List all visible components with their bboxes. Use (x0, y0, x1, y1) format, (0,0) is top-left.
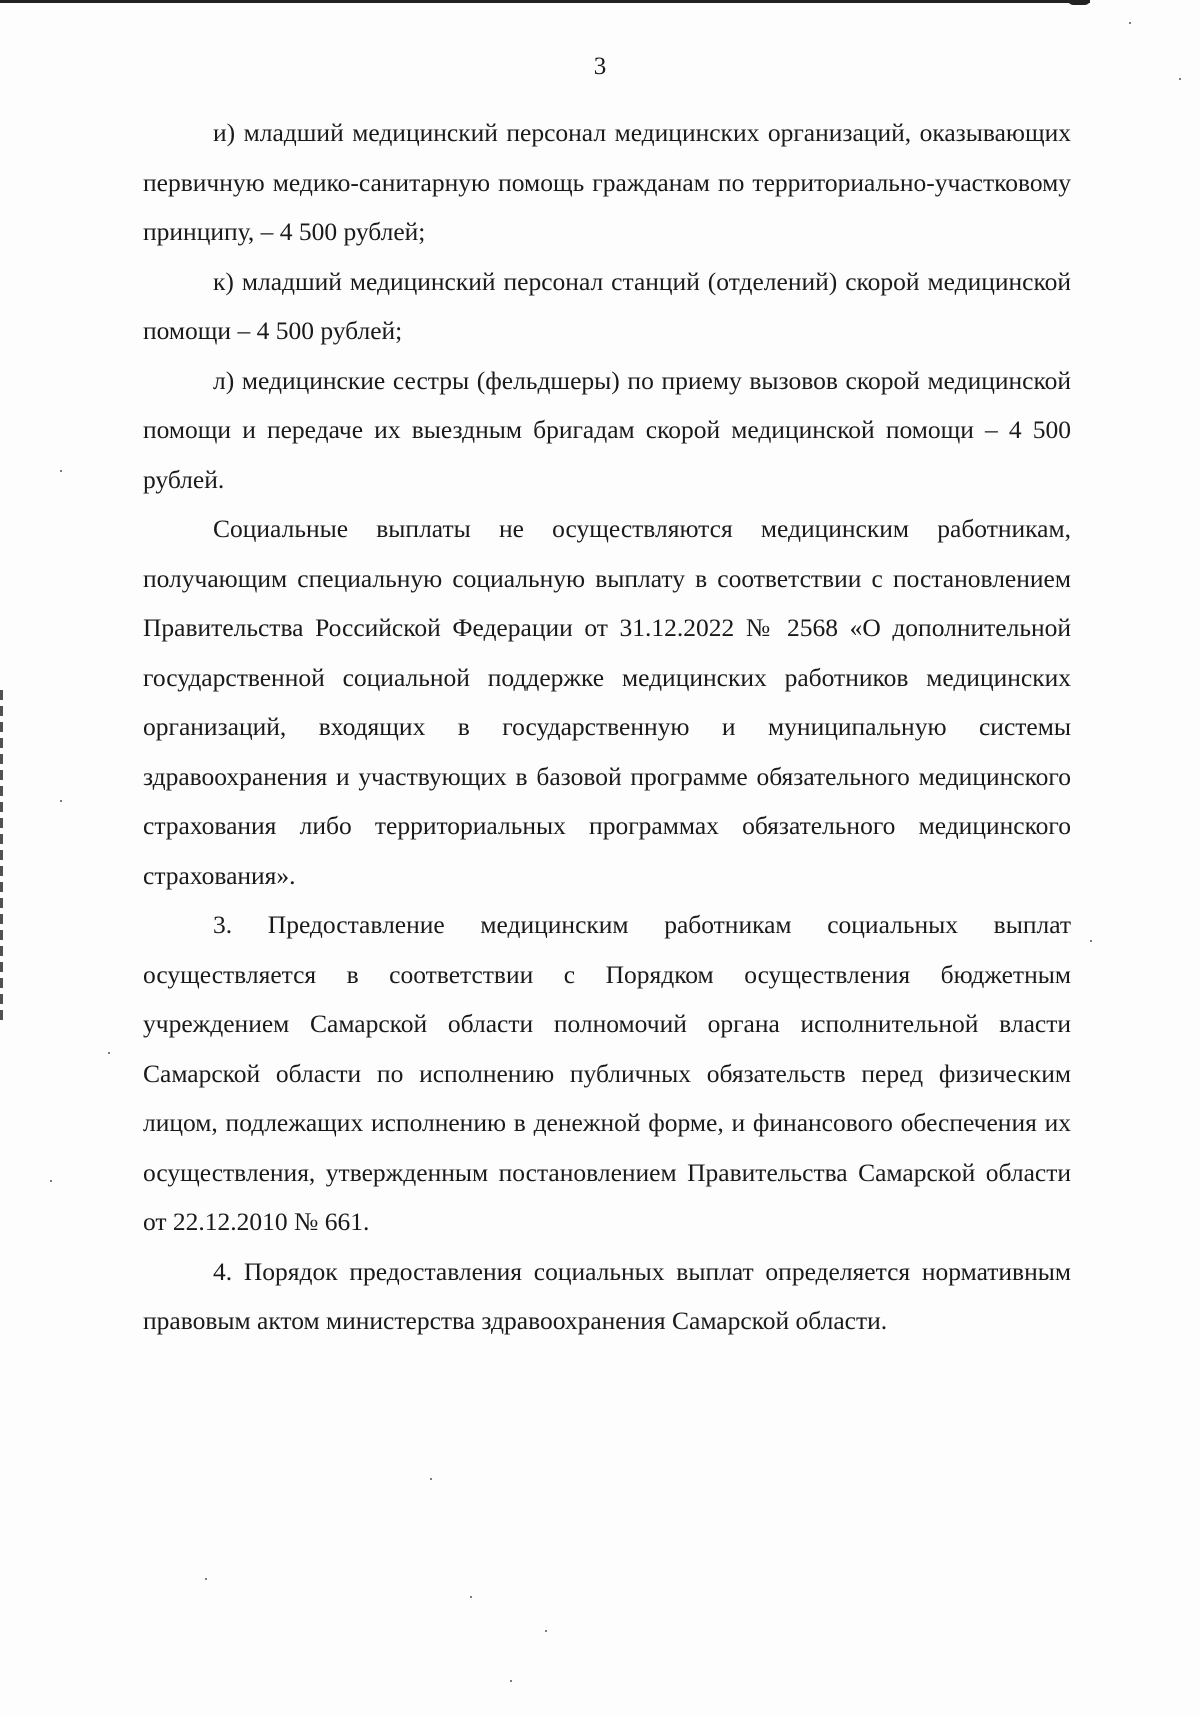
paragraph-item-l: л) медицинские сестры (фельдшеры) по приему вызовов скорой медицинской помощи и передаче их выездным бригадам скорой медицинской помощи – 4 500 рублей. (143, 365, 1071, 494)
page-number: 3 (593, 53, 607, 80)
document-body (143, 108, 1071, 1346)
scan-speck (1090, 940, 1092, 942)
top-border-line (0, 0, 1090, 3)
scan-speck (50, 1180, 52, 1182)
scan-speck (60, 470, 62, 472)
paragraph-item-k: к) младший медицинский персонал станций (отделений) скорой медицинской помощи – 4 500 рублей; (143, 266, 1071, 345)
scan-speck (1179, 78, 1181, 80)
binding-edge-marks (0, 690, 3, 1020)
paragraph-item-i: и) младший медицинский персонал медицинских организаций, оказывающих первичную медико-санитарную помощь гражданам по территориально-участковому принципу, – 4 500 рублей; (143, 118, 1071, 246)
scan-speck (205, 1578, 207, 1580)
scan-speck (60, 800, 62, 802)
scan-speck (430, 1478, 432, 1480)
paragraph-4: 4. Порядок предоставления социальных выплат определяется нормативным правовым актом министерства здравоохранения Самарской области. (143, 1256, 1071, 1335)
paragraph-exclusion: Социальные выплаты не осуществляются медицинским работникам, получающим специальную социальную выплату в соответствии с постановлением Правительства Российской Федерации от 31.12.2022 № 2568 «О дополнительной государственной социальной поддержке медицинских работников медицинских организаций, входящих в государственную и муниципальную системы здравоохранения и участвующих в базовой программе обязательного медицинского страхования либо территориальных программах обязательного медицинского страхования». (143, 514, 1071, 890)
scan-speck (470, 1596, 472, 1598)
scan-speck (1129, 22, 1131, 24)
scan-speck (108, 1052, 110, 1054)
scan-speck (510, 1680, 512, 1682)
scan-speck (545, 1630, 547, 1632)
paragraph-3: 3. Предоставление медицинским работникам социальных выплат осуществляется в соответствии с Порядком осуществления бюджетным учреждением Самарской области полномочий органа исполнительной власти Самарской области по исполнению публичных обязательств перед физическим лицом, подлежащих исполнению в денежной форме, и финансового обеспечения их осуществления, утвержденным постановлением Правительства Самарской области от 22.12.2010 № 661. (143, 910, 1071, 1236)
top-border-line-end (1068, 0, 1090, 5)
